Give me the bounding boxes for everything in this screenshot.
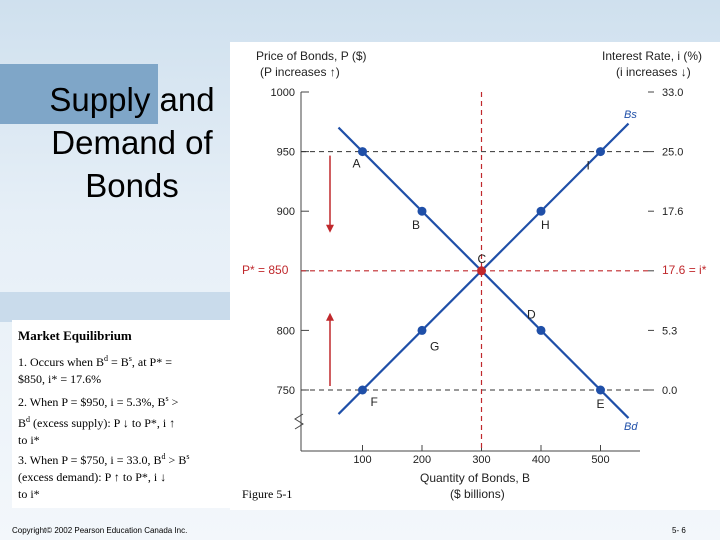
point-c: [477, 266, 486, 275]
y2-tick-label: 0.0: [662, 385, 678, 397]
x-tick-label: 100: [353, 454, 372, 466]
note-2-sup-s: s: [165, 394, 169, 403]
note-1-text-d: $850, i* = 17.6%: [18, 372, 102, 386]
x-axis-subtitle: ($ billions): [450, 487, 505, 501]
point-label-d: D: [527, 307, 536, 322]
note-2-text-e: to i*: [18, 433, 40, 447]
x-tick-label: 300: [472, 454, 491, 466]
x-axis-title: Quantity of Bonds, B: [420, 471, 531, 485]
right-axis-subtitle: (i increases ↓): [616, 65, 691, 79]
point-d: [537, 326, 546, 335]
y-tick-label: 1000: [270, 87, 295, 99]
note-3-sup-d: d: [161, 452, 166, 461]
point-b: [418, 207, 427, 216]
y-tick-label: 900: [276, 206, 295, 219]
title-line-2: Demand of: [51, 124, 213, 161]
note-3-text-c: (excess demand): P ↑ to P*, i ↓: [18, 470, 167, 484]
note-2-text-c: B: [18, 416, 27, 430]
x-tick-label: 500: [591, 454, 610, 466]
point-g: [418, 326, 427, 335]
note-3-sup-s: s: [186, 452, 190, 461]
y-tick-label: 750: [276, 385, 295, 397]
slide-title: [16, 78, 248, 207]
demand-curve-label: Bd: [624, 421, 638, 433]
copyright-text: Copyright© 2002 Pearson Education Canada Inc.: [12, 526, 188, 535]
point-f: [358, 386, 367, 395]
title-line-1: Supply and: [49, 81, 215, 118]
point-label-h: H: [541, 218, 550, 233]
notes-box: [12, 320, 230, 508]
down-arrow-head: [326, 225, 334, 233]
y-tick-label: 950: [276, 146, 295, 159]
equilibrium-rate-label: 17.6 = i*: [662, 263, 707, 277]
note-3-text-b: > B: [165, 453, 187, 467]
note-3-text-d: to i*: [18, 487, 40, 501]
slide-number: 5- 6: [672, 526, 686, 535]
figure-label: Figure 5-1: [242, 487, 293, 501]
note-2-text-d: (excess supply): P ↓ to P*, i ↑: [30, 416, 176, 430]
note-1-sup-d: d: [103, 354, 108, 363]
note-1: [18, 350, 224, 388]
x-tick-label: 200: [412, 454, 432, 466]
note-2-text-b: >: [168, 395, 179, 409]
point-a: [358, 147, 367, 156]
x-tick-label: 400: [531, 454, 551, 466]
point-label-e: E: [596, 397, 605, 411]
y2-tick-label: 25.0: [662, 146, 684, 159]
points: [353, 147, 606, 411]
point-label-g: G: [430, 339, 440, 354]
note-1-text-b: = B: [107, 355, 129, 369]
figure-panel: [230, 42, 720, 510]
point-label-b: B: [412, 218, 421, 233]
equilibrium-price-label: P* = 850: [242, 263, 289, 277]
note-1-text-a: 1. Occurs when B: [18, 355, 104, 369]
note-2-sup-d: d: [26, 415, 31, 424]
accent-band: [0, 292, 230, 322]
left-axis-subtitle: (P increases ↑): [260, 65, 340, 79]
note-1-text-c: , at P* =: [131, 355, 172, 369]
title-line-3: Bonds: [85, 167, 179, 204]
note-2-text-a: 2. When P = $950, i = 5.3%, B: [18, 395, 166, 409]
note-3-text-a: 3. When P = $750, i = 33.0, B: [18, 453, 162, 467]
bond-market-chart: [230, 42, 720, 510]
point-label-f: F: [370, 395, 378, 409]
point-h: [537, 207, 546, 216]
supply-curve-label: Bs: [624, 109, 637, 121]
left-axis-title: Price of Bonds, P ($): [256, 49, 367, 63]
point-i: [596, 147, 605, 156]
right-axis-title: Interest Rate, i (%): [602, 49, 703, 63]
point-label-i: I: [586, 158, 590, 173]
y2-tick-label: 33.0: [662, 87, 684, 99]
y2-tick-label: 17.6: [662, 206, 684, 219]
point-e: [596, 386, 605, 395]
note-2: [18, 390, 224, 449]
y2-tick-label: 5.3: [662, 325, 678, 338]
note-3: [18, 448, 224, 503]
axis-break-mark: [295, 414, 303, 429]
y-tick-label: 800: [276, 325, 295, 338]
point-label-c: C: [477, 251, 487, 266]
up-arrow-head: [326, 313, 334, 321]
point-label-a: A: [352, 156, 361, 171]
notes-heading: Market Equilibrium: [18, 328, 132, 343]
note-1-sup-s: s: [128, 354, 132, 363]
